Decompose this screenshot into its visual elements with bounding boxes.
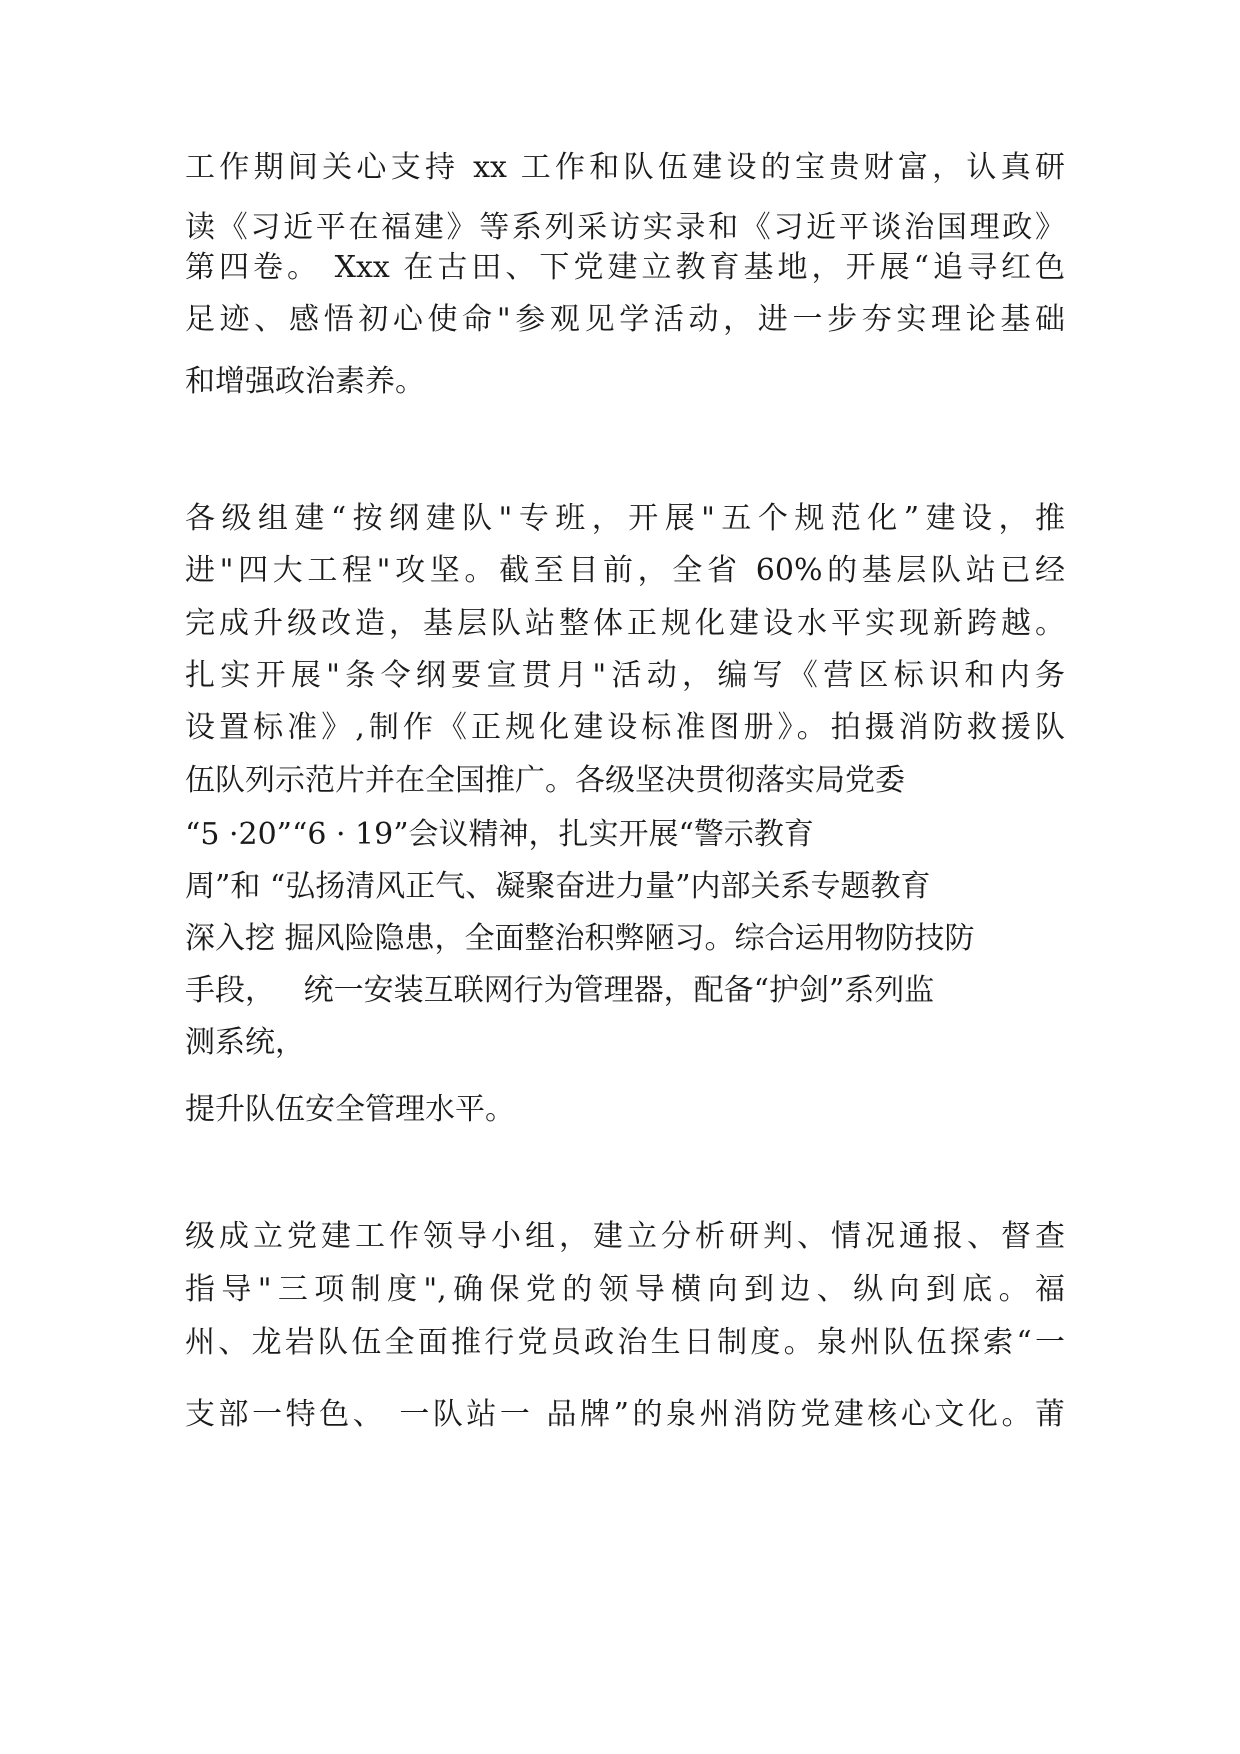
text-line: 完成升级改造，基层队站整体正规化建设水平实现新跨越。: [185, 606, 1065, 641]
text-line: 各级组建“按纲建队"专班，开展"五个规范化”建设，推: [185, 501, 1065, 536]
text-line: 读《习近平在福建》等系列采访实录和《习近平谈治国理政》: [185, 210, 1065, 245]
text-line: “5 ·20”“6 · 19”会议精神，扎实开展“警示教育: [185, 817, 814, 852]
text-line: 足迹、感悟初心使命"参观见学活动，进一步夯实理论基础: [185, 302, 1065, 337]
text-line: 工作期间关心支持 xx 工作和队伍建设的宝贵财富，认真研: [185, 150, 1065, 185]
text-line: 测系统，: [185, 1025, 305, 1060]
text-line: 进"四大工程"攻坚。截至目前，全省 60%的基层队站已经: [185, 553, 1065, 588]
text-line: 级成立党建工作领导小组，建立分析研判、情况通报、督查: [185, 1219, 1065, 1254]
text-line: 支部一特色、 一队站一 品牌”的泉州消防党建核心文化。莆: [185, 1397, 1065, 1432]
text-line: 设置标准》,制作《正规化建设标准图册》。拍摄消防救援队: [185, 710, 1065, 745]
text-line: 和增强政治素养。: [185, 364, 425, 399]
section-heading-line: [245, 442, 1065, 492]
text-line: 深入挖 掘风险隐患，全面整治积弊陋习。综合运用物防技防: [185, 921, 975, 956]
text-line: 扎实开展"条令纲要宣贯月"活动，编写《营区标识和内务: [185, 658, 1065, 693]
section-heading-line: [245, 1160, 1065, 1210]
text-line: 提升队伍安全管理水平。: [185, 1092, 515, 1127]
text-line: 州、龙岩队伍全面推行党员政治生日制度。泉州队伍探索“一: [185, 1325, 1065, 1360]
text-line: 周”和 “弘扬清风正气、凝聚奋进力量”内部关系专题教育: [185, 869, 931, 904]
text-line: 手段， 统一安装互联网行为管理器，配备“护剑”系列监: [185, 973, 935, 1008]
text-line: 指导"三项制度",确保党的领导横向到边、纵向到底。福: [185, 1272, 1065, 1307]
text-line: 伍队列示范片并在全国推广。各级坚决贯彻落实局党委: [185, 763, 905, 798]
text-line: 第四卷。 Xxx 在古田、下党建立教育基地，开展“追寻红色: [185, 250, 1065, 285]
